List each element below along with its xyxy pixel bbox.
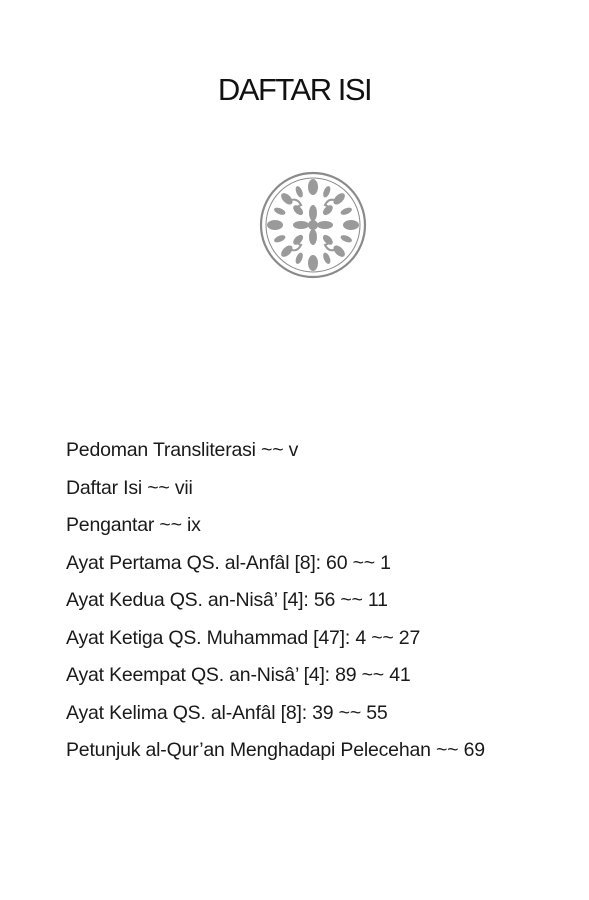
toc-entry[interactable]: Petunjuk al-Qur’an Menghadapi Pelecehan ~~ 69 xyxy=(66,739,485,761)
toc-entry[interactable]: Daftar Isi ~~ vii xyxy=(66,476,193,499)
toc-entry[interactable]: Pedoman Transliterasi ~~ v xyxy=(66,439,299,461)
toc-entry[interactable]: Ayat Ketiga QS. Muhammad [47]: 4 ~~ 27 xyxy=(66,626,421,649)
page-title: DAFTAR ISI xyxy=(217,72,372,107)
toc-entry[interactable]: Ayat Keempat QS. an-Nisâ’ [4]: 89 ~~ 41 xyxy=(66,664,411,686)
table-of-contents xyxy=(66,432,485,770)
circular-floral-ornament-icon xyxy=(259,171,367,279)
toc-entry[interactable]: Pengantar ~~ ix xyxy=(66,514,201,536)
toc-entry[interactable]: Ayat Pertama QS. al-Anfâl [8]: 60 ~~ 1 xyxy=(66,551,391,574)
toc-entry[interactable]: Ayat Kedua QS. an-Nisâ’ [4]: 56 ~~ 11 xyxy=(66,589,388,611)
toc-entry[interactable]: Ayat Kelima QS. al-Anfâl [8]: 39 ~~ 55 xyxy=(66,701,388,724)
